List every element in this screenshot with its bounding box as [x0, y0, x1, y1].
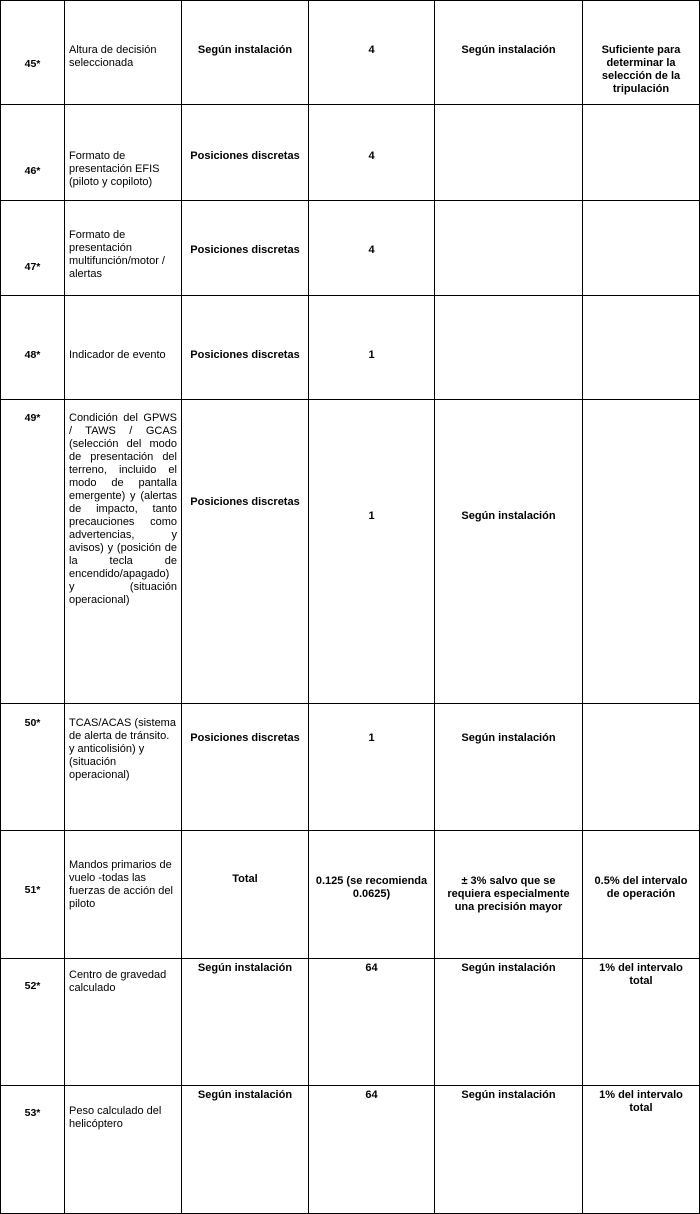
param-sampling: 4: [309, 105, 435, 201]
param-resolution: [583, 704, 700, 831]
param-resolution: 0.5% del intervalo de operación: [583, 831, 700, 959]
param-resolution: 1% del intervalo total: [583, 959, 700, 1086]
param-accuracy: Según instalación: [435, 1086, 583, 1214]
param-sampling: 64: [309, 959, 435, 1086]
param-number: 52*: [1, 959, 65, 1086]
param-number: 45*: [1, 1, 65, 105]
param-range: Según instalación: [182, 1, 309, 105]
param-description: Peso calculado del helicóptero: [65, 1086, 182, 1214]
param-accuracy: Según instalación: [435, 400, 583, 704]
param-number: 51*: [1, 831, 65, 959]
param-sampling: 1: [309, 400, 435, 704]
table-row: [1, 831, 700, 959]
param-number: 53*: [1, 1086, 65, 1214]
param-range: Total: [182, 831, 309, 959]
param-range: Posiciones discretas: [182, 296, 309, 400]
param-sampling: 4: [309, 1, 435, 105]
param-description: Formato de presentación multifunción/motor / alertas: [65, 201, 182, 296]
param-resolution: [583, 105, 700, 201]
param-resolution: 1% del intervalo total: [583, 1086, 700, 1214]
param-range: Posiciones discretas: [182, 105, 309, 201]
param-range: Posiciones discretas: [182, 400, 309, 704]
param-sampling: 64: [309, 1086, 435, 1214]
param-resolution: [583, 296, 700, 400]
param-number: 47*: [1, 201, 65, 296]
param-description: Centro de gravedad calculado: [65, 959, 182, 1086]
param-number: 48*: [1, 296, 65, 400]
param-description: Formato de presentación EFIS (piloto y copiloto): [65, 105, 182, 201]
table-row: [1, 400, 700, 704]
param-number: 50*: [1, 704, 65, 831]
param-sampling: 1: [309, 296, 435, 400]
table-row: [1, 105, 700, 201]
param-accuracy: [435, 296, 583, 400]
param-description: Altura de decisión seleccionada: [65, 1, 182, 105]
param-range: Posiciones discretas: [182, 201, 309, 296]
param-accuracy: Según instalación: [435, 959, 583, 1086]
param-description: TCAS/ACAS (sistema de alerta de tránsito. y anticolisión) y (situación operacional): [65, 704, 182, 831]
param-number: 46*: [1, 105, 65, 201]
param-resolution: [583, 201, 700, 296]
param-resolution: [583, 400, 700, 704]
param-description: Indicador de evento: [65, 296, 182, 400]
param-range: Posiciones discretas: [182, 704, 309, 831]
param-accuracy: Según instalación: [435, 1, 583, 105]
param-description: Condición del GPWS / TAWS / GCAS (selección del modo de presentación del terreno, incluido el modo de pantalla emergente) y (alertas de impacto, tanto precauciones como advertencias, y avisos) y (posición de la tecla de encendido/apagado) y (situación operacional): [65, 400, 182, 704]
param-accuracy: [435, 201, 583, 296]
param-accuracy: [435, 105, 583, 201]
table-row: [1, 959, 700, 1086]
param-accuracy: ± 3% salvo que se requiera especialmente una precisión mayor: [435, 831, 583, 959]
table-row: [1, 1, 700, 105]
table-row: [1, 201, 700, 296]
table-row: [1, 296, 700, 400]
table-row: [1, 704, 700, 831]
param-range: Según instalación: [182, 959, 309, 1086]
param-description: Mandos primarios de vuelo -todas las fuerzas de acción del piloto: [65, 831, 182, 959]
param-accuracy: Según instalación: [435, 704, 583, 831]
param-sampling: 0.125 (se recomienda 0.0625): [309, 831, 435, 959]
param-sampling: 1: [309, 704, 435, 831]
param-range: Según instalación: [182, 1086, 309, 1214]
table-row: [1, 1086, 700, 1214]
param-resolution: Suficiente para determinar la selección de la tripulación: [583, 1, 700, 105]
param-sampling: 4: [309, 201, 435, 296]
param-number: 49*: [1, 400, 65, 704]
